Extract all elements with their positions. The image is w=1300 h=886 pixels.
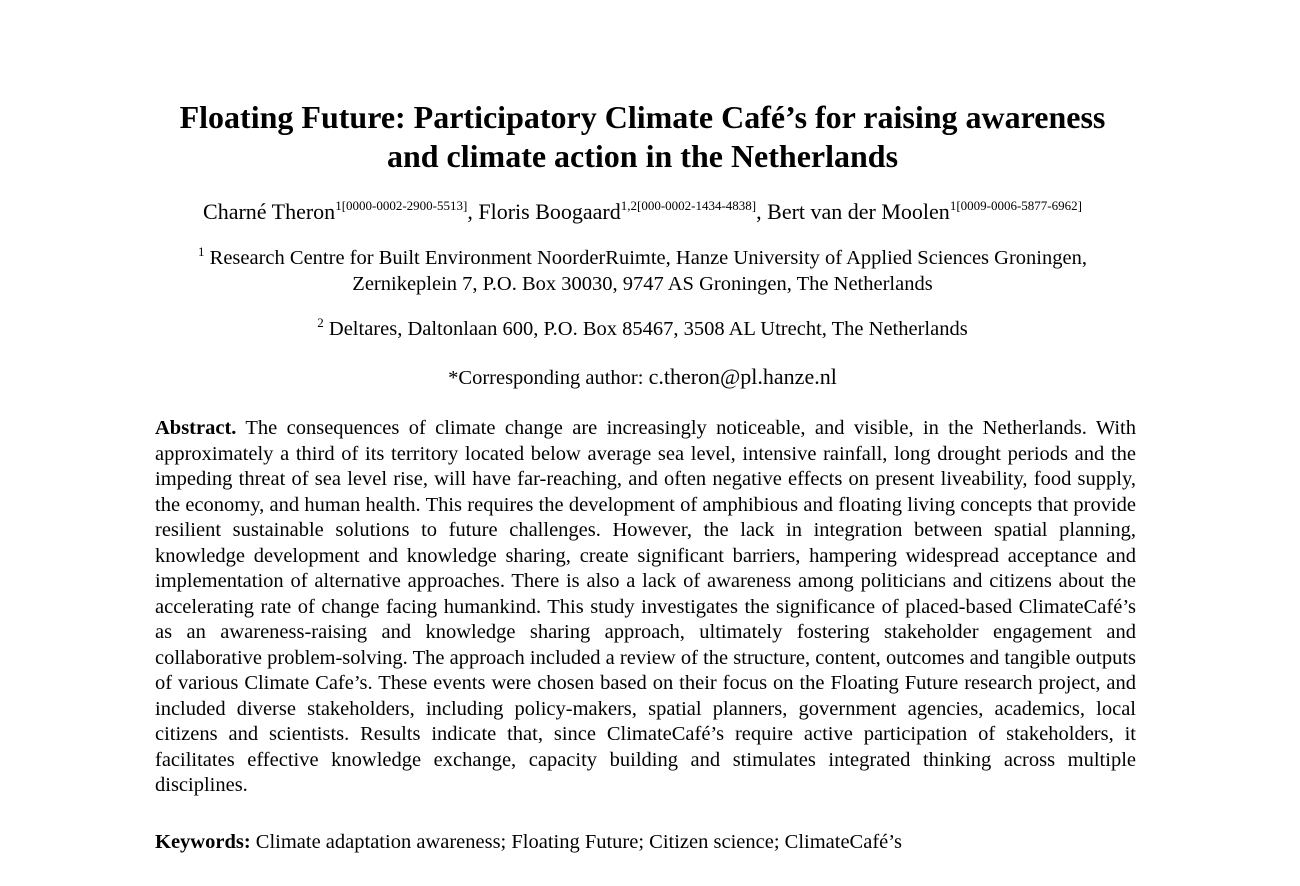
- abstract-text: The consequences of climate change are increasingly noticeable, and visible, in the Netherlands. With approximately a third of its territory located below average sea level, intensive rainfall, long drought periods and the impeding threat of sea level rise, will have far-reaching, and often negative effects on present liveability, food supply, the economy, and human health. This requires the development of amphibious and floating living concepts that provide resilient sustainable solutions to future challenges. However, the lack in integration between spatial planning, knowledge development and knowledge sharing, create significant barriers, hampering widespread acceptance and implementation of alternative approaches. There is also a lack of awareness among politicians and citizens about the accelerating rate of change facing humankind. This study investigates the significance of placed-based ClimateCafé’s as an awareness-raising and knowledge sharing approach, ultimately fostering stakeholder engagement and collaborative problem-solving. The approach included a review of the structure, content, outcomes and tangible outputs of various Climate Cafe’s. These events were chosen based on their focus on the Floating Future research project, and included diverse stakeholders, including policy-makers, spatial planners, government agencies, academics, local citizens and scientists. Results indicate that, since ClimateCafé’s require active participation of stakeholders, it facilitates effective knowledge exchange, capacity building and stimulates integrated thinking across multiple disciplines.: [155, 417, 1136, 796]
- author-affiliation-orcid: 1[0000-0002-2900-5513]: [335, 198, 468, 213]
- affiliation-1-line-2: Zernikeplein 7, P.O. Box 30030, 9747 AS Groningen, The Netherlands: [352, 273, 933, 295]
- keywords-label: Keywords:: [155, 831, 251, 853]
- keywords-text: Climate adaptation awareness; Floating Future; Citizen science; ClimateCafé’s: [250, 831, 902, 853]
- author-name: Floris Boogaard: [478, 199, 621, 224]
- affiliation-1: [100, 246, 1185, 297]
- abstract: [155, 416, 1136, 799]
- corresponding-email: c.theron@pl.hanze.nl: [648, 364, 837, 389]
- title-line-1: Floating Future: Participatory Climate Café’s for raising awareness: [179, 99, 1106, 135]
- author-list: [60, 198, 1225, 229]
- affiliation-1-line-1: [100, 246, 1185, 272]
- author-separator: ,: [756, 199, 768, 224]
- corresponding-label: *Corresponding author:: [448, 367, 649, 389]
- affiliation-text: Research Centre for Built Environment NoorderRuimte, Hanze University of Applied Sciences Groningen,: [204, 247, 1087, 269]
- author-name: Charné Theron: [203, 199, 336, 224]
- author-affiliation-orcid: 1,2[000-0002-1434-4838]: [620, 198, 757, 213]
- affiliation-number: 2: [317, 315, 324, 330]
- author-name: Bert van der Moolen: [767, 199, 950, 224]
- affiliation-2-line-1: [100, 317, 1185, 343]
- title-line-2: and climate action in the Netherlands: [386, 138, 899, 174]
- keywords: [155, 829, 1136, 855]
- affiliation-text: Deltares, Daltonlaan 600, P.O. Box 85467, 3508 AL Utrecht, The Netherlands: [323, 318, 968, 340]
- author-affiliation-orcid: 1[0009-0006-5877-6962]: [949, 198, 1082, 213]
- affiliation-2: [100, 317, 1185, 343]
- author-separator: ,: [467, 199, 479, 224]
- paper-title: [100, 98, 1185, 176]
- corresponding-author: [100, 364, 1185, 391]
- affiliation-number: 1: [198, 244, 205, 259]
- abstract-label: Abstract.: [155, 417, 237, 439]
